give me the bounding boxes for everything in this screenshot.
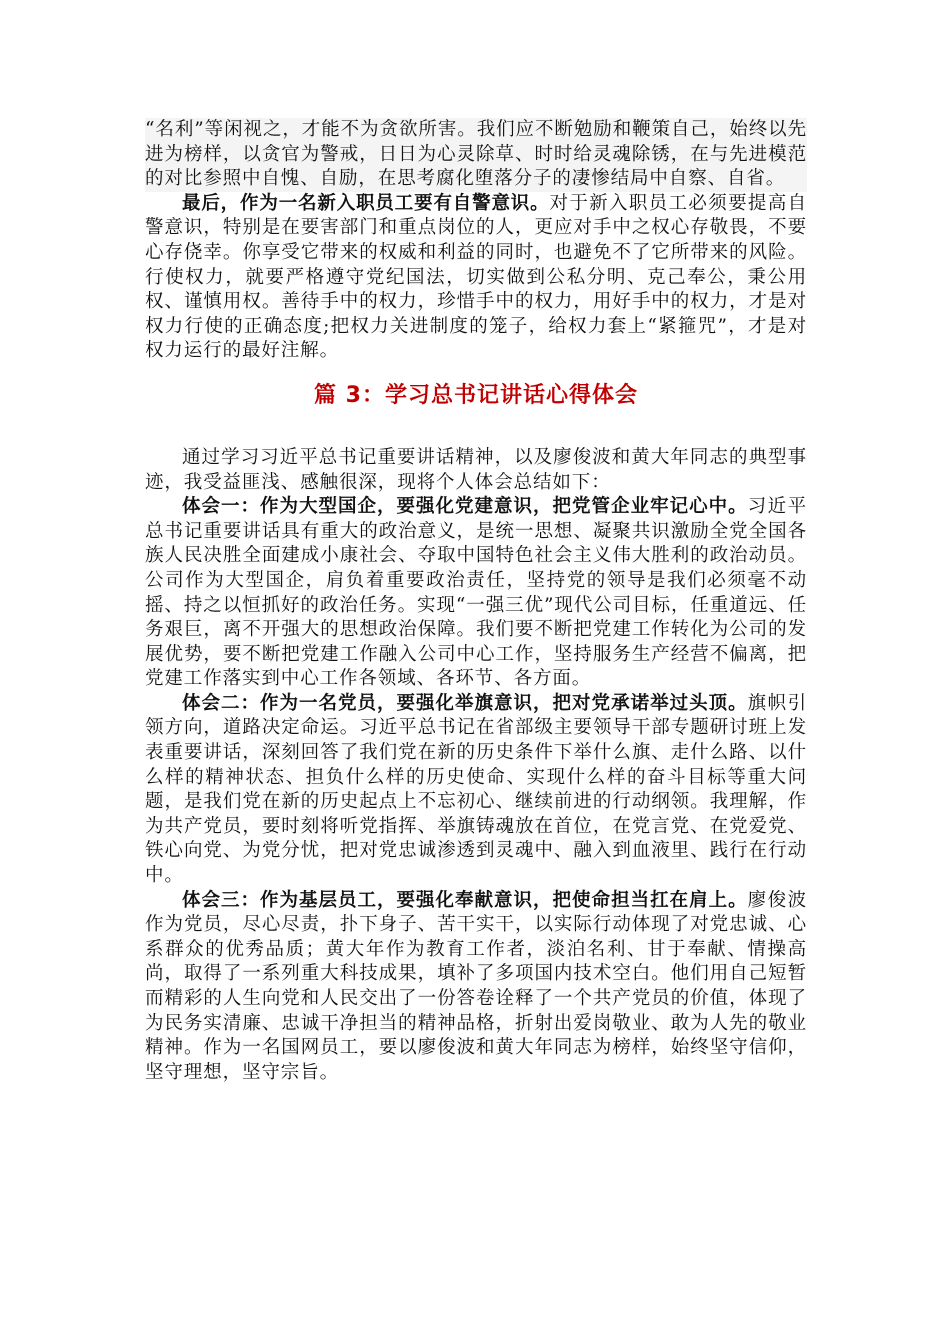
paragraph-lead-insight-one: 体会一：作为大型国企，要强化党建意识，把党管企业牢记心中。 (182, 496, 748, 518)
paragraph-intro-continuation: “名利”等闲视之，才能不为贪欲所害。我们应不断勉励和鞭策自己，始终以先进为榜样，以贪官为警戒，日日为心灵除草、时时给灵魂除锈，在与先进模范的对比参照中自愧、自励，在思考腐化堕落分子的凄惨结局中自察、自省。 (145, 118, 807, 192)
paragraph-insight-three (145, 889, 807, 1086)
paragraph-body-self-warning: 对于新入职员工必须要提高自警意识，特别是在要害部门和重点岗位的人，更应对手中之权心存敬畏，不要心存侥幸。你享受它带来的权威和利益的同时，也避免不了它所带来的风险。行使权力，就要严格遵守党纪国法，切实做到公私分明、克己奉公，秉公用权、谨慎用权。善待手中的权力，珍惜手中的权力，用好手中的权力，才是对权力行使的正确态度;把权力关进制度的笼子，给权力套上“紧箍咒”，才是对权力运行的最好注解。 (145, 192, 807, 362)
spacer (145, 416, 807, 446)
paragraph-lead-insight-three: 体会三：作为基层员工，要强化奉献意识，把使命担当扛在肩上。 (182, 889, 748, 911)
paragraph-body-insight-two: 旗帜引领方向，道路决定命运。习近平总书记在省部级主要领导干部专题研讨班上发表重要讲话，深刻回答了我们党在新的历史条件下举什么旗、走什么路、以什么样的精神状态、担负什么样的历史使命、实现什么样的奋斗目标等重大问题，是我们党在新的历史起点上不忘初心、继续前进的行动纲领。我理解，作为共产党员，要时刻将听党指挥、举旗铸魂放在首位，在党言党、在党爱党、铁心向党、为党分忧，把对党忠诚渗透到灵魂中、融入到血液里、践行在行动中。 (145, 692, 807, 887)
paragraph-insight-two (145, 692, 807, 889)
section-title: 篇 3：学习总书记讲话心得体会 (314, 382, 638, 408)
paragraph-insight-one (145, 495, 807, 692)
paragraph-study-intro: 通过学习习近平总书记重要讲话精神，以及廖俊波和黄大年同志的典型事迹，我受益匪浅、感触很深，现将个人体会总结如下： (145, 446, 807, 493)
paragraph-body-insight-one: 习近平总书记重要讲话具有重大的政治意义，是统一思想、凝聚共识激励全党全国各族人民决胜全面建成小康社会、夺取中国特色社会主义伟大胜利的政治动员。公司作为大型国企，肩负着重要政治责任，坚持党的领导是我们必须毫不动摇、持之以恒抓好的政治任务。实现“一强三优”现代公司目标，任重道远、任务艰巨，离不开强大的思想政治保障。我们要不断把党建工作转化为公司的发展优势，要不断把党建工作融入公司中心工作，坚持服务生产经营不偏离，把党建工作落实到中心工作各领域、各环节、各方面。 (145, 496, 807, 690)
paragraph-lead-insight-two: 体会二：作为一名党员，要强化举旗意识，把对党承诺举过头顶。 (182, 692, 748, 714)
paragraph-lead-self-warning: 最后，作为一名新入职员工要有自警意识。 (182, 192, 550, 214)
paragraph-body-insight-three: 廖俊波作为党员，尽心尽责，扑下身子、苦干实干，以实际行动体现了对党忠诚、心系群众的优秀品质；黄大年作为教育工作者，淡泊名利、甘于奉献、情操高尚，取得了一系列重大科技成果，填补了多项国内技术空白。他们用自己短暂而精彩的人生向党和人民交出了一份答卷诠释了一个共产党员的价值，体现了为民务实清廉、忠诚干净担当的精神品格，折射出爱岗敬业、敢为人先的敬业精神。作为一名国网员工，要以廖俊波和黄大年同志为榜样，始终坚守信仰，坚守理想，坚守宗旨。 (145, 889, 807, 1083)
paragraph-self-warning (145, 192, 807, 364)
document-page (145, 118, 807, 1085)
